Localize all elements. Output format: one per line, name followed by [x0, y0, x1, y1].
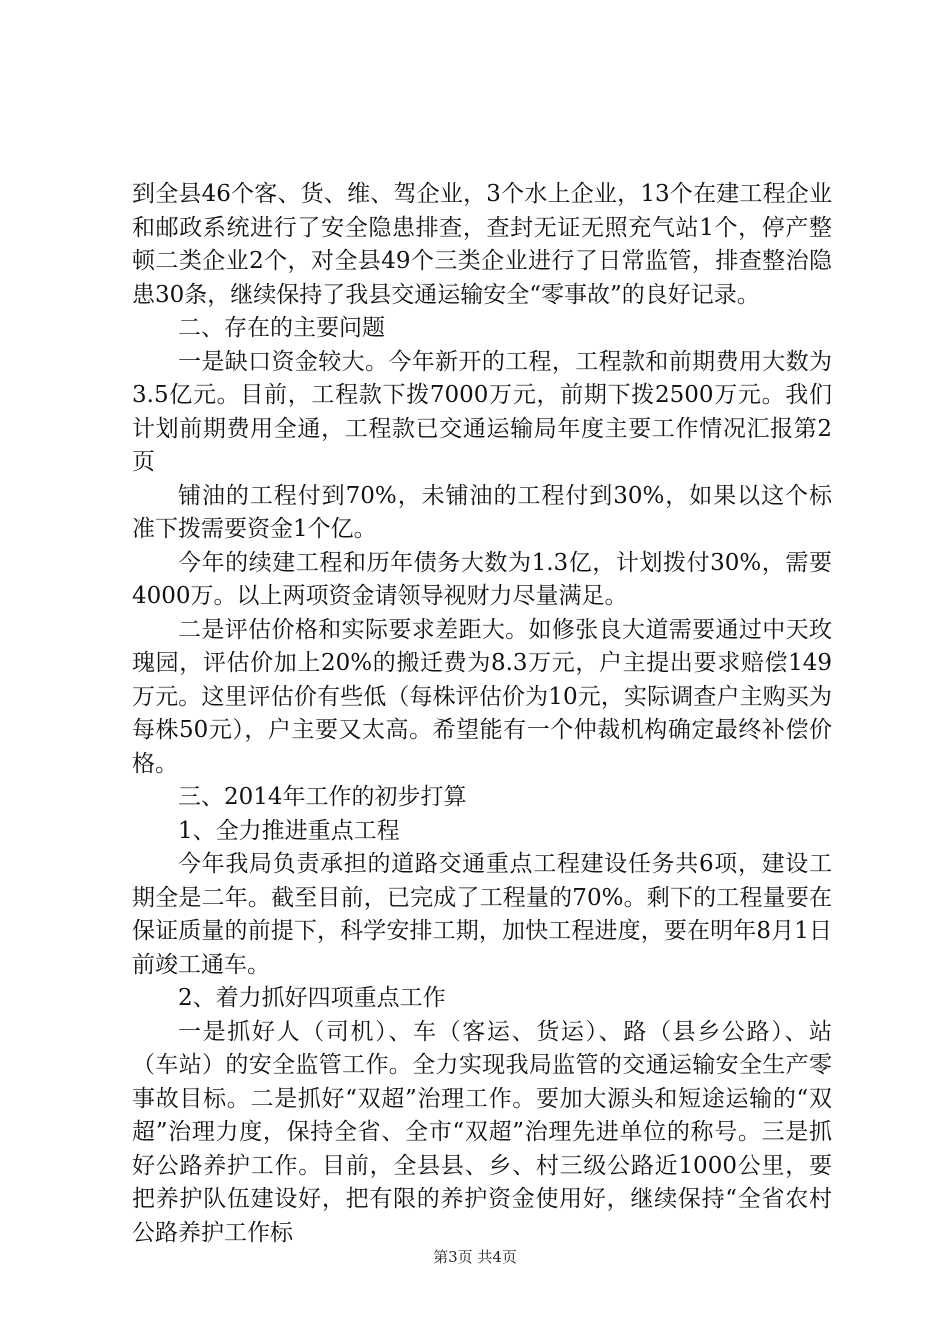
- document-body: [132, 178, 832, 1250]
- paragraph-1: 到全县46个客、货、维、驾企业，3个水上企业，13个在建工程企业和邮政系统进行了安全隐患排查，查封无证无照充气站1个，停产整顿二类企业2个，对全县49个三类企业进行了日常监管，排查整治隐患30条，继续保持了我县交通运输安全“零事故”的良好记录。: [132, 181, 832, 308]
- paragraph-continuing-projects: 今年的续建工程和历年债务大数为1.3亿，计划拨付30%，需要4000万。以上两项资金请领导视财力尽量满足。: [132, 549, 832, 609]
- paragraph-four-tasks: 一是抓好人（司机）、车（客运、货运）、路（县乡公路）、站（车站）的安全监管工作。全力实现我局监管的交通运输安全生产零事故目标。二是抓好“双超”治理工作。要加大源头和短途运输的“双超”治理力度，保持全省、全市“双超”治理先进单位的称号。三是抓好公路养护工作。目前，全县县、乡、村三级公路近1000公里，要把养护队伍建设好，把有限的养护资金使用好，继续保持“全省农村公路养护工作标: [132, 1018, 832, 1246]
- page-footer: 第3页 共4页: [433, 1248, 517, 1266]
- section-heading-problems: 二、存在的主要问题: [178, 315, 385, 341]
- subheading-four-tasks: 2、着力抓好四项重点工作: [178, 985, 446, 1011]
- paragraph-paving: 铺油的工程付到70%，未铺油的工程付到30%，如果以这个标准下拨需要资金1个亿。: [132, 482, 832, 542]
- section-heading-plans: 三、2014年工作的初步打算: [178, 784, 467, 810]
- paragraph-funding-gap: 一是缺口资金较大。今年新开的工程，工程款和前期费用大数为3.5亿元。目前，工程款下拨7000万元，前期下拨2500万元。我们计划前期费用全通，工程款已交通运输局年度主要工作情况汇报第2页: [132, 348, 832, 475]
- paragraph-key-projects: 今年我局负责承担的道路交通重点工程建设任务共6项，建设工期全是二年。截至目前，已完成了工程量的70%。剩下的工程量要在保证质量的前提下，科学安排工期，加快工程进度，要在明年8月1日前竣工通车。: [132, 851, 832, 978]
- paragraph-valuation-gap: 二是评估价格和实际要求差距大。如修张良大道需要通过中天玫瑰园，评估价加上20%的搬迁费为8.3万元，户主提出要求赔偿149万元。这里评估价有些低（每株评估价为10元，实际调查户主购买为每株50元），户主要又太高。希望能有一个仲裁机构确定最终补偿价格。: [132, 616, 832, 777]
- subheading-key-projects: 1、全力推进重点工程: [178, 817, 400, 844]
